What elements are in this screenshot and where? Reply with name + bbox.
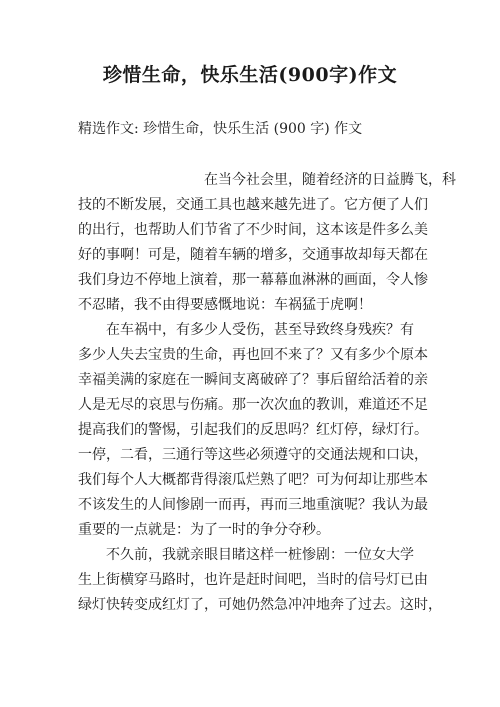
essay-line: 多少人失去宝贵的生命，再也回不来了？又有多少个原本 bbox=[78, 347, 428, 363]
essay-line: 人是无尽的哀思与伤痛。那一次次血的教训，难道还不足 bbox=[78, 397, 428, 413]
document-title: 珍惜生命，快乐生活(900字)作文 bbox=[102, 64, 398, 86]
essay-line: 不忍睹，我不由得要感慨地说：车祸猛于虎啊！ bbox=[78, 297, 372, 313]
essay-line: 好的事啊！可是，随着车辆的增多，交通事故却每天都在 bbox=[78, 247, 428, 263]
essay-line: 生上街横穿马路时，也许是赶时间吧，当时的信号灯已由 bbox=[78, 572, 428, 588]
essay-body bbox=[78, 168, 456, 618]
essay-line: 不该发生的人间惨剧一而再，再而三地重演呢？我认为最 bbox=[78, 497, 428, 513]
essay-line: 绿灯快转变成红灯了，可她仍然急冲冲地奔了过去。这时， bbox=[78, 597, 442, 613]
essay-line: 一停，二看，三通行等这些必须遵守的交通法规和口诀， bbox=[78, 447, 428, 463]
essay-line: 在当今社会里，随着经济的日益腾飞，科 bbox=[78, 172, 456, 188]
essay-line: 我们每个人大概都背得滚瓜烂熟了吧？可为何却让那些本 bbox=[78, 472, 428, 488]
essay-line: 幸福美满的家庭在一瞬间支离破碎了？事后留给活着的亲 bbox=[78, 372, 428, 388]
essay-line: 在车祸中，有多少人受伤，甚至导致终身残疾？有 bbox=[78, 322, 414, 338]
essay-line: 的出行，也帮助人们节省了不少时间，这本该是件多么美 bbox=[78, 222, 428, 238]
essay-line: 提高我们的警惕，引起我们的反思吗？红灯停，绿灯行。 bbox=[78, 422, 428, 438]
essay-line: 不久前，我就亲眼目睹这样一桩惨剧：一位女大学 bbox=[78, 547, 414, 563]
essay-line: 我们身边不停地上演着，那一幕幕血淋淋的画面，令人惨 bbox=[78, 272, 428, 288]
essay-line: 技的不断发展，交通工具也越来越先进了。它方便了人们 bbox=[78, 197, 428, 213]
essay-line: 重要的一点就是：为了一时的争分夺秒。 bbox=[78, 522, 330, 538]
document-subtitle: 精选作文: 珍惜生命，快乐生活 (900 字) 作文 bbox=[78, 121, 363, 137]
